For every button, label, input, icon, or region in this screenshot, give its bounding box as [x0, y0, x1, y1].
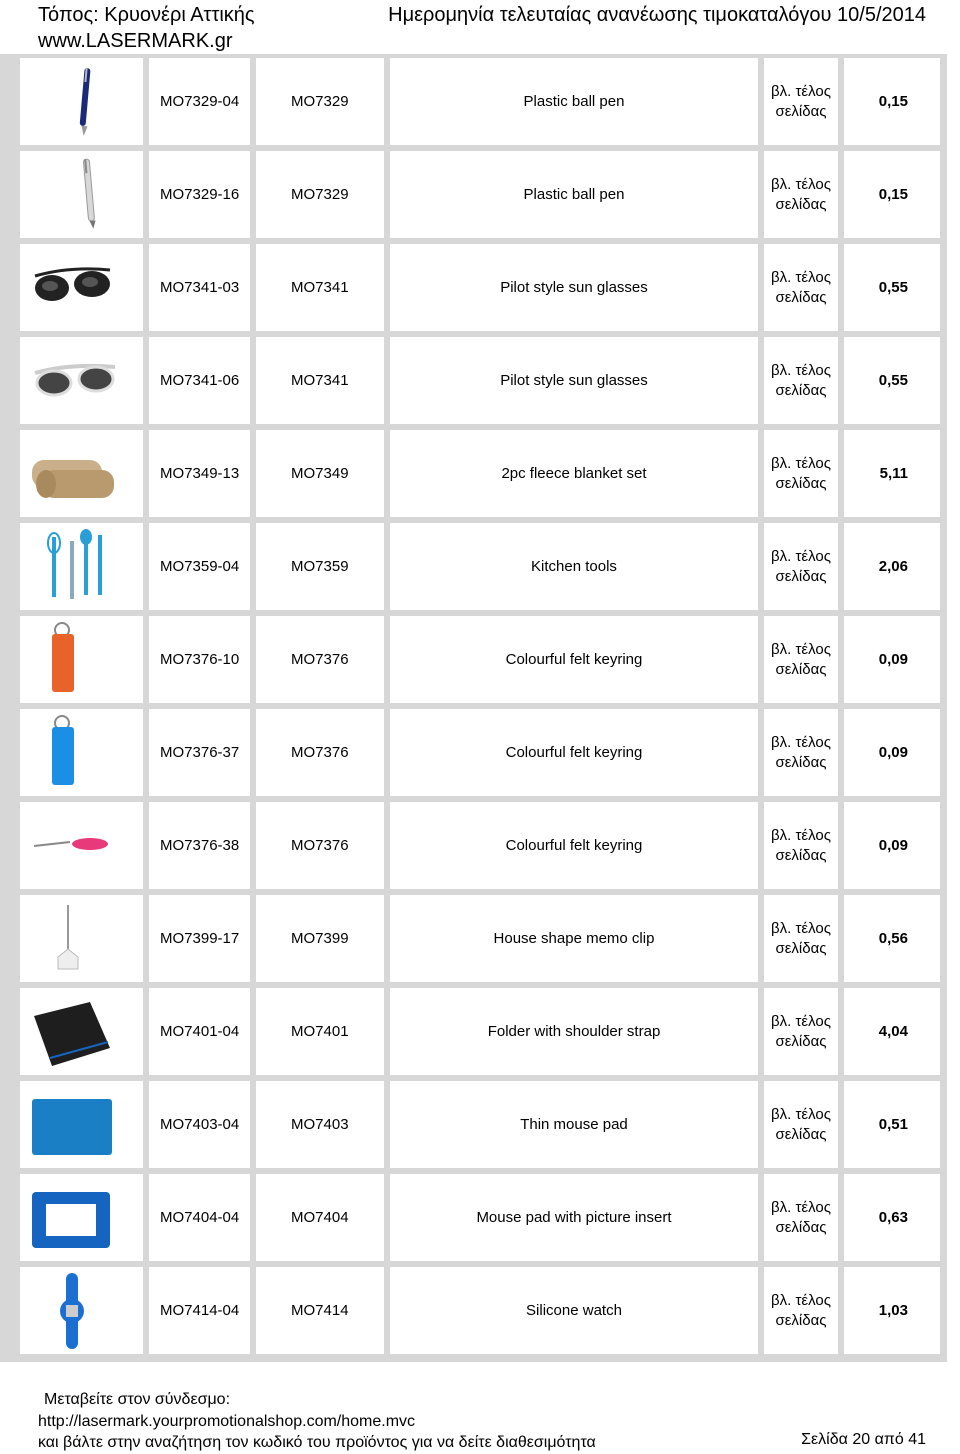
product-image	[20, 895, 143, 982]
footer-instruction: και βάλτε στην αναζήτηση τον κωδικό του προϊόντος για να δείτε διαθεσιμότητα	[38, 1434, 596, 1451]
table-row	[0, 240, 947, 333]
product-model: MO7376	[256, 802, 384, 889]
header-website[interactable]: www.LASERMARK.gr	[38, 30, 233, 52]
product-description: House shape memo clip	[390, 895, 758, 982]
product-description: Plastic ball pen	[390, 58, 758, 145]
table-row	[0, 1077, 947, 1170]
product-description: Colourful felt keyring	[390, 616, 758, 703]
product-code: MO7376-37	[149, 709, 250, 796]
product-description: Pilot style sun glasses	[390, 337, 758, 424]
product-image	[20, 58, 143, 145]
price-note-line: σελίδας	[775, 939, 827, 957]
product-price: 0,55	[844, 244, 940, 331]
footer-link-prompt: Μεταβείτε στον σύνδεσμο:	[44, 1391, 231, 1408]
product-model: MO7359	[256, 523, 384, 610]
price-note	[764, 1267, 838, 1354]
product-price: 2,06	[844, 523, 940, 610]
product-model: MO7349	[256, 430, 384, 517]
product-description: Pilot style sun glasses	[390, 244, 758, 331]
product-price: 0,51	[844, 1081, 940, 1168]
price-note-line: βλ. τέλος	[771, 547, 831, 565]
price-note	[764, 337, 838, 424]
product-price: 0,55	[844, 337, 940, 424]
price-note-line: βλ. τέλος	[771, 640, 831, 658]
product-code: MO7329-04	[149, 58, 250, 145]
table-row	[0, 891, 947, 984]
footer-page-number: Σελίδα 20 από 41	[801, 1431, 926, 1448]
price-note-line: σελίδας	[775, 1218, 827, 1236]
header-location: Τόπος: Κρυονέρι Αττικής	[38, 4, 255, 26]
product-price: 0,56	[844, 895, 940, 982]
table-row	[0, 426, 947, 519]
product-code: MO7329-16	[149, 151, 250, 238]
product-code: MO7359-04	[149, 523, 250, 610]
footer-link-url[interactable]: http://lasermark.yourpromotionalshop.com/home.mvc	[38, 1413, 416, 1430]
price-note-line: βλ. τέλος	[771, 268, 831, 286]
price-note-line: βλ. τέλος	[771, 733, 831, 751]
table-row	[0, 705, 947, 798]
product-description: 2pc fleece blanket set	[390, 430, 758, 517]
product-price: 4,04	[844, 988, 940, 1075]
table-row	[0, 519, 947, 612]
price-note	[764, 802, 838, 889]
product-price: 0,09	[844, 616, 940, 703]
product-model: MO7329	[256, 151, 384, 238]
price-note	[764, 430, 838, 517]
product-table	[0, 54, 947, 1362]
product-image	[20, 616, 143, 703]
price-note-line: σελίδας	[775, 1032, 827, 1050]
product-image	[20, 709, 143, 796]
price-note-line: σελίδας	[775, 195, 827, 213]
product-description: Colourful felt keyring	[390, 802, 758, 889]
product-price: 0,15	[844, 58, 940, 145]
product-model: MO7329	[256, 58, 384, 145]
table-row	[0, 1170, 947, 1263]
product-code: MO7349-13	[149, 430, 250, 517]
product-code: MO7341-06	[149, 337, 250, 424]
price-note	[764, 1174, 838, 1261]
product-code: MO7404-04	[149, 1174, 250, 1261]
price-note-line: σελίδας	[775, 474, 827, 492]
price-note-line: σελίδας	[775, 753, 827, 771]
product-model: MO7404	[256, 1174, 384, 1261]
product-model: MO7376	[256, 616, 384, 703]
product-image	[20, 523, 143, 610]
price-note-line: σελίδας	[775, 288, 827, 306]
product-description: Kitchen tools	[390, 523, 758, 610]
price-note-line: βλ. τέλος	[771, 919, 831, 937]
price-note-line: βλ. τέλος	[771, 826, 831, 844]
product-image	[20, 1267, 143, 1354]
price-note	[764, 616, 838, 703]
product-image	[20, 151, 143, 238]
price-note-line: βλ. τέλος	[771, 82, 831, 100]
product-image	[20, 337, 143, 424]
table-row	[0, 147, 947, 240]
price-note	[764, 244, 838, 331]
product-description: Colourful felt keyring	[390, 709, 758, 796]
product-price: 0,15	[844, 151, 940, 238]
header-updated: Ημερομηνία τελευταίας ανανέωσης τιμοκαταλόγου 10/5/2014	[388, 4, 926, 26]
product-description: Plastic ball pen	[390, 151, 758, 238]
price-note	[764, 151, 838, 238]
product-image	[20, 802, 143, 889]
product-code: MO7403-04	[149, 1081, 250, 1168]
table-row	[0, 54, 947, 147]
product-model: MO7341	[256, 337, 384, 424]
product-code: MO7399-17	[149, 895, 250, 982]
product-image	[20, 1081, 143, 1168]
product-description: Thin mouse pad	[390, 1081, 758, 1168]
product-description: Mouse pad with picture insert	[390, 1174, 758, 1261]
product-image	[20, 430, 143, 517]
table-row	[0, 798, 947, 891]
price-note	[764, 895, 838, 982]
product-model: MO7414	[256, 1267, 384, 1354]
product-model: MO7403	[256, 1081, 384, 1168]
product-code: MO7376-38	[149, 802, 250, 889]
price-note-line: σελίδας	[775, 381, 827, 399]
price-note-line: σελίδας	[775, 102, 827, 120]
product-code: MO7414-04	[149, 1267, 250, 1354]
product-price: 0,09	[844, 802, 940, 889]
price-note-line: σελίδας	[775, 660, 827, 678]
table-row	[0, 1263, 947, 1356]
table-row	[0, 984, 947, 1077]
price-note-line: σελίδας	[775, 1311, 827, 1329]
price-note	[764, 1081, 838, 1168]
product-price: 5,11	[844, 430, 940, 517]
price-note	[764, 58, 838, 145]
price-note	[764, 988, 838, 1075]
product-code: MO7341-03	[149, 244, 250, 331]
product-price: 1,03	[844, 1267, 940, 1354]
product-image	[20, 988, 143, 1075]
price-note	[764, 523, 838, 610]
price-note-line: βλ. τέλος	[771, 361, 831, 379]
product-image	[20, 244, 143, 331]
price-note-line: βλ. τέλος	[771, 175, 831, 193]
price-note-line: βλ. τέλος	[771, 1198, 831, 1216]
price-note-line: σελίδας	[775, 567, 827, 585]
product-image	[20, 1174, 143, 1261]
product-description: Folder with shoulder strap	[390, 988, 758, 1075]
product-model: MO7399	[256, 895, 384, 982]
price-note-line: σελίδας	[775, 846, 827, 864]
price-note-line: βλ. τέλος	[771, 1012, 831, 1030]
product-model: MO7341	[256, 244, 384, 331]
product-price: 0,09	[844, 709, 940, 796]
table-row	[0, 612, 947, 705]
price-note-line: βλ. τέλος	[771, 1105, 831, 1123]
product-code: MO7401-04	[149, 988, 250, 1075]
price-note-line: βλ. τέλος	[771, 1291, 831, 1309]
price-note-line: σελίδας	[775, 1125, 827, 1143]
product-price: 0,63	[844, 1174, 940, 1261]
price-note	[764, 709, 838, 796]
table-row	[0, 333, 947, 426]
price-note-line: βλ. τέλος	[771, 454, 831, 472]
product-description: Silicone watch	[390, 1267, 758, 1354]
product-code: MO7376-10	[149, 616, 250, 703]
product-model: MO7401	[256, 988, 384, 1075]
product-model: MO7376	[256, 709, 384, 796]
